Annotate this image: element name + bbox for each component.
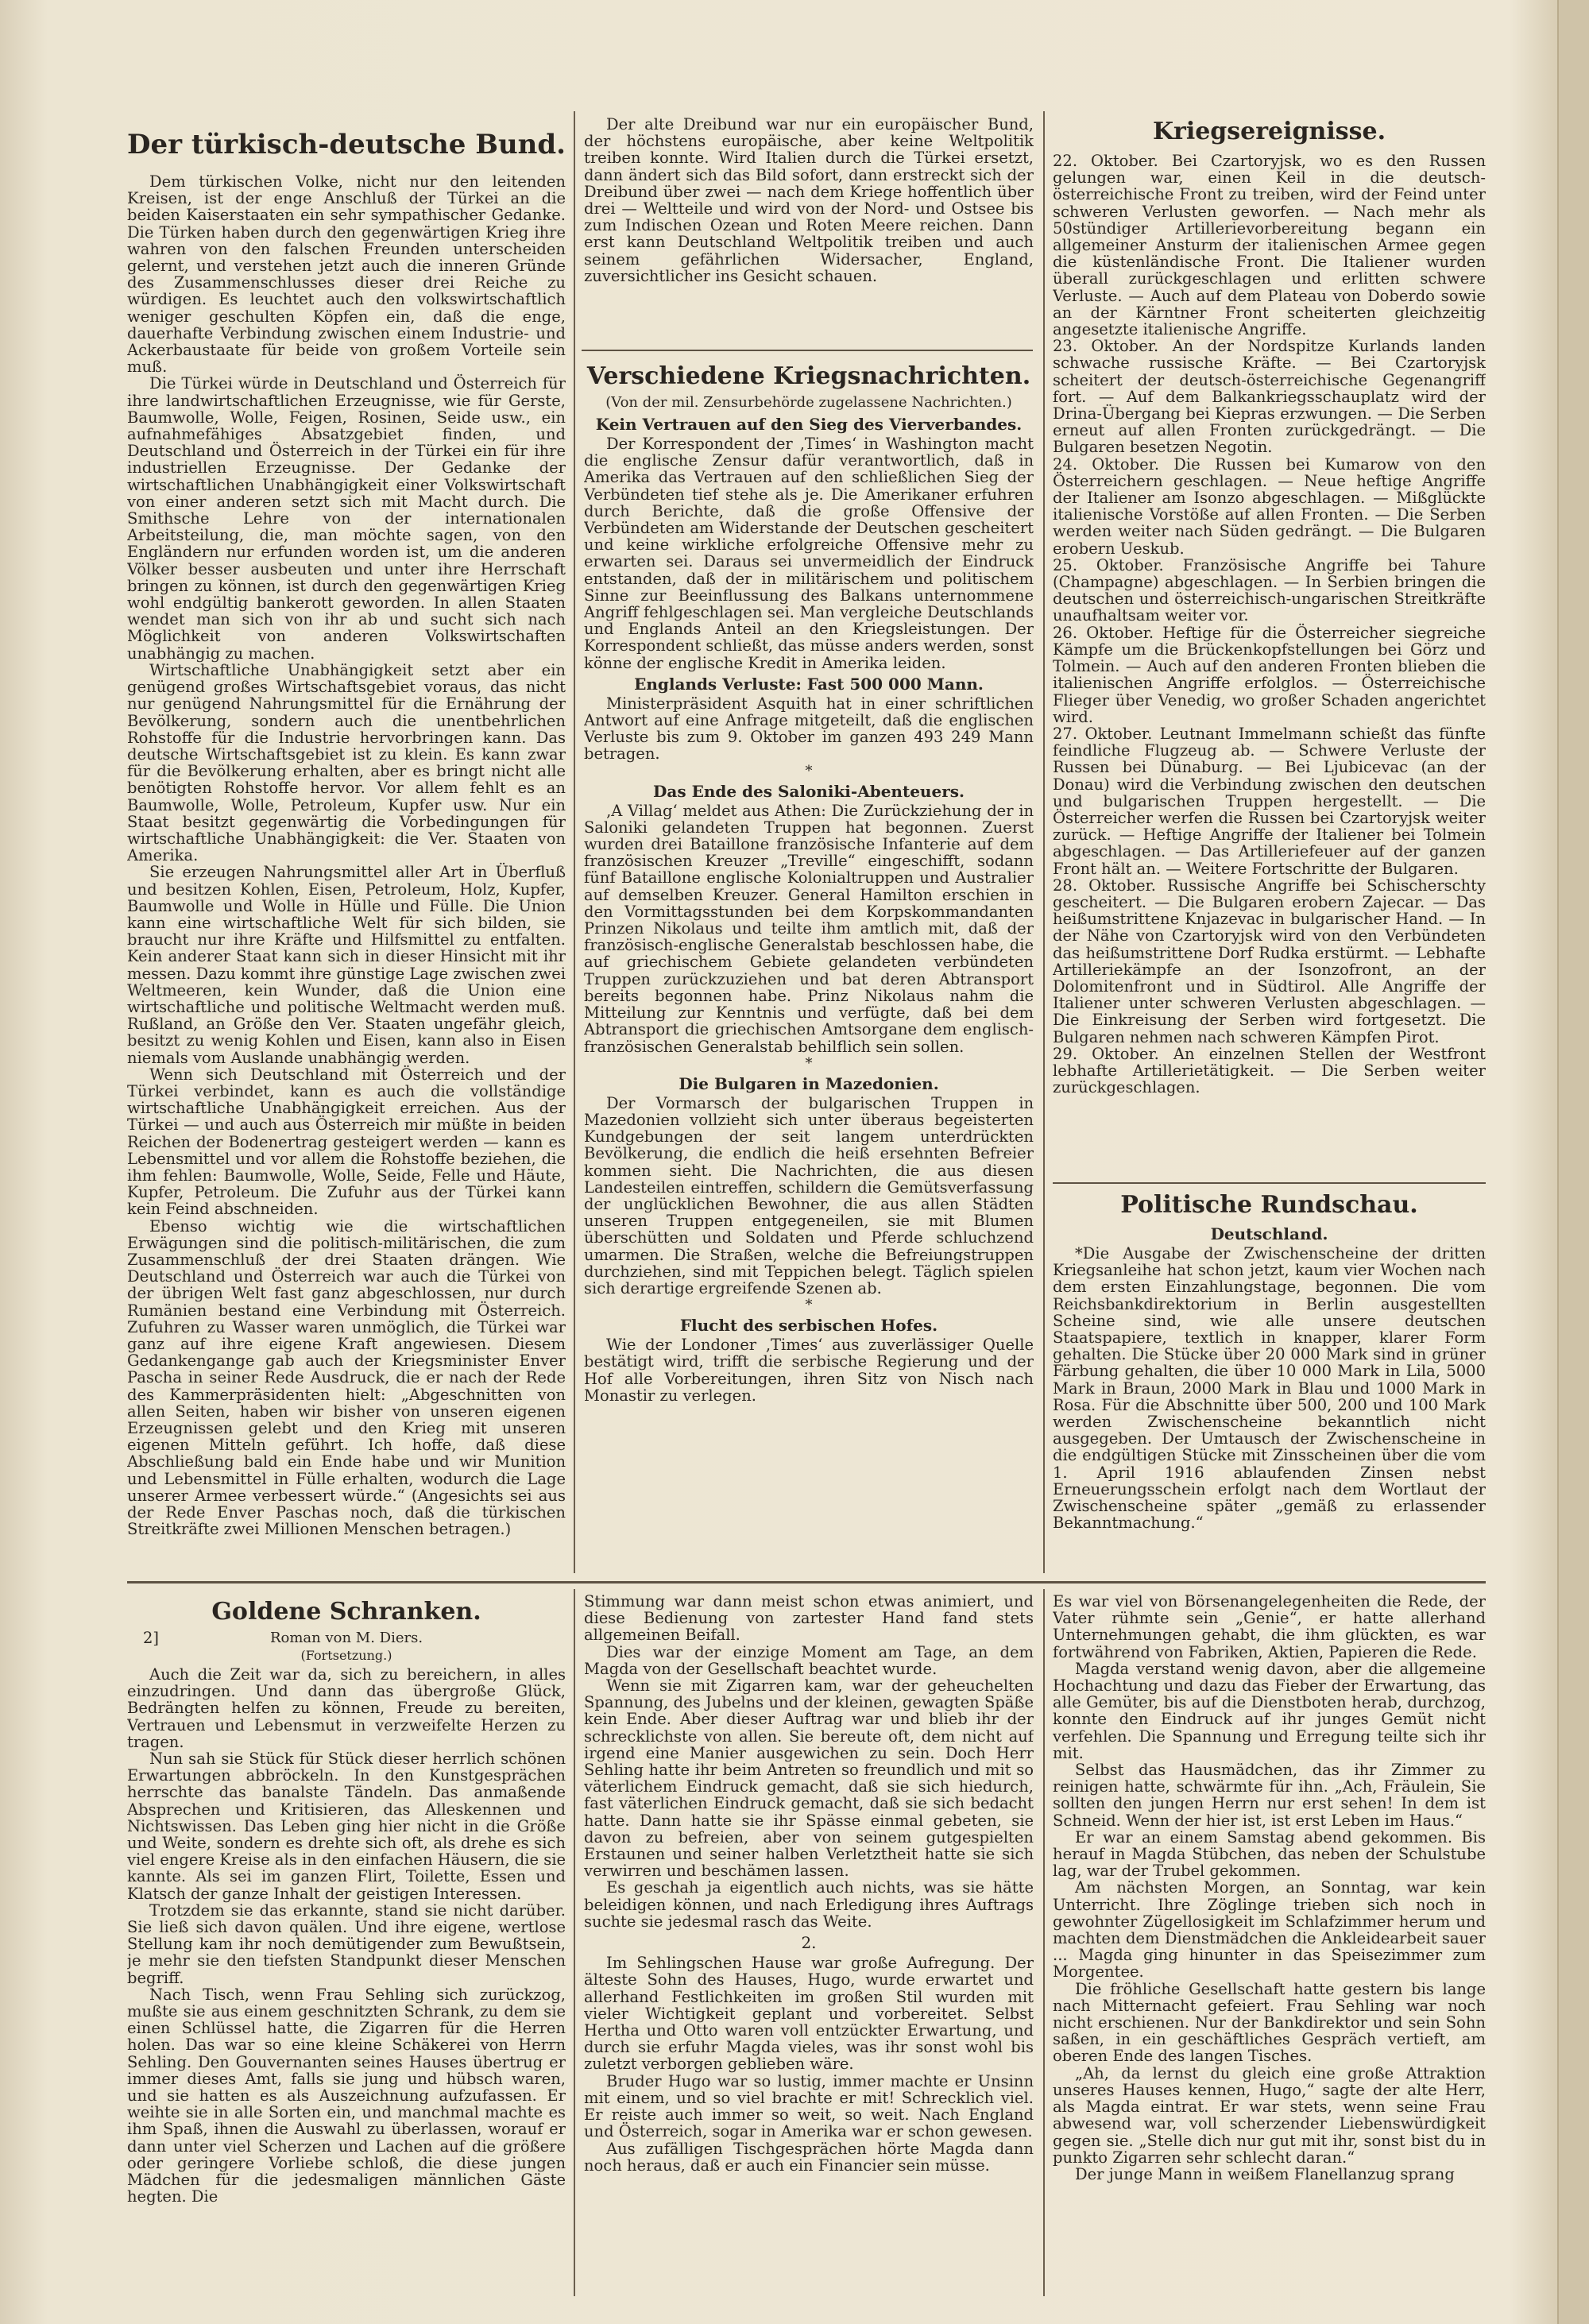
entry-text: An einzelnen Stellen der Westfront lebhafte Artillerietätigkeit. — Die Serben weiter zurückgeschlagen.: [1053, 1044, 1486, 1097]
paragraph: ‚A Villag‘ meldet aus Athen: Die Zurückziehung der in Saloniki gelandeten Truppen hat begonnen. Zuerst wurden drei Bataillone französische Infanterie auf dem französischen Kreuzer „Treville“ eingeschifft, sodann fünf Bataillone englische Kolonialtruppen und Australier auf demselben Kreuzer. General Hamilton erschien in den Vormittagsstunden bei dem Korpskommandanten Prinzen Nikolaus und teilte ihm amtlich mit, daß der französisch-englische Generalstab beschlossen habe, die auf griechischem Gebiete gelandeten verbündeten Truppen zurückzuziehen und bat deren Abtransport bereits begonnen habe. Prinz Nikolaus nahm die Mitteilung zur Kenntnis und verfügte, daß bei dem Abtransport die griechischen Amtsorgane dem englisch-französischen Generalstab behilflich sein sollen.: [584, 801, 1034, 1056]
separator-asterisk: *: [805, 762, 813, 779]
entry-text: Bei Czartoryjsk, wo es den Russen gelungen war, einen Keil in die deutsch-österreichische Front zu treiben, wird der Feind unter schweren Verlusten geworfen. — Nach mehr als 50stündiger Artillerievorbereitung begann ein allgemeiner Ansturm der italienischen Armee gegen die küstenländische Front. Die Italiener wurden überall zurückgeschlagen und erlitten schwere Verluste. — Auch auf dem Plateau von Doberdo sowie an der Kärntner Front scheiterten gleichzeitig angesetzte italienische Angriffe.: [1053, 152, 1486, 339]
entry-date: 26. Oktober.: [1053, 623, 1154, 642]
paragraph: Die Türkei würde in Deutschland und Österreich für ihre landwirtschaftlichen Erzeugnisse, wie für Gerste, Baumwolle, Wolle, Feigen, Rosinen, Seide usw., ein aufnahmefähiges Absatzgebiet finden, und Deutschland und Österreich in der Türkei ein für ihre industriellen Erzeugnisse. Der Gedanke der wirtschaftlichen Unabhängigkeit einer Volkswirtschaft von einer anderen setzt sich mit Macht durch. Die Smithsche Lehre von der internationalen Arbeitsteilung, die, man möchte sagen, von den Engländern nur erfunden worden ist, um die anderen Völker besser ausbeuten und unter ihre Herrschaft bringen zu können, ist durch den gegenwärtigen Krieg wohl endgültig bankerott geworden. In allen Staaten wendet man sich von ihr ab und sucht sich nach Möglichkeit von anderen Volkswirtschaften unabhängig zu machen.: [127, 374, 566, 663]
paragraph: Bruder Hugo war so lustig, immer machte er Unsinn mit einem, und so viel brachte er mit! Schrecklich viel. Er reiste auch immer so weit, so weit. Nach England und Österreich, sogar in Amerika war er schon gewesen.: [584, 2071, 1034, 2141]
paragraph: Es war viel von Börsenangelegenheiten die Rede, der Vater rühmte sein „Genie“, er hatte allerhand Unternehmungen gehabt, die ihm glückten, es war fortwährend von Fabriken, Aktien, Papieren die Rede.: [1053, 1593, 1486, 1661]
paragraph: Dem türkischen Volke, nicht nur den leitenden Kreisen, ist der enge Anschluß der Türkei an die beiden Kaiserstaaten ein sehr sympathischer Gedanke. Die Türken haben durch den gegenwärtigen Krieg ihre wahren von den falschen Freunden unterscheiden gelernt, und verstehen jetzt auch die inneren Gründe des Zusammenschlusses dieser drei Reiche zu würdigen. Es leuchtet auch den volkswirtschaftlich weniger geschulten Köpfen ein, daß die enge, dauerhafte Verbindung zwischen einem Industrie- und Ackerbaustaate für beide von großem Vorteile sein muß.: [127, 172, 566, 377]
paragraph: Wenn sich Deutschland mit Österreich und der Türkei verbindet, kann es auch die vollständige wirtschaftliche Unabhängigkeit erreichen. Aus der Türkei — und auch aus Österreich mir müßte in beiden Reichen der Bodenertrag gesteigert werden — kann es Lebensmittel und vor allem die Rohstoffe beziehen, die ihm fehlen: Baumwolle, Wolle, Seide, Felle und Häute, Kupfer, Petroleum. Die Zufuhr aus der Türkei kann kein Feind abschneiden.: [127, 1065, 566, 1219]
paragraph: Der Vormarsch der bulgarischen Truppen in Mazedonien vollzieht sich unter überaus begeisterten Kundgebungen der seit langem unterdrückten Bevölkerung, die endlich die heiß ersehnten Befreier kommen sieht. Die Nachrichten, die aus diesen Landesteilen eintreffen, schildern die Gemütsverfassung der unglücklichen Bewohner, die aus allen Städten unseren Truppen entgegeneilen, sie mit Blumen überschütten und Soldaten und Pferde schluchzend umarmen. Die Straßen, welche die Befreiungstruppen durchziehen, sind mit Teppichen belegt. Täglich spielen sich derartige ergreifende Szenen ab.: [584, 1093, 1034, 1297]
column-rule: [1043, 1589, 1045, 2296]
entry: [1053, 625, 1486, 725]
article-title: Verschiedene Kriegsnachrichten.: [586, 362, 1031, 390]
entry-text: Heftige für die Österreicher siegreiche Kämpfe um die Brückenkopfstellungen bei Görz und Tolmein. — Auch auf den anderen Fronten blieben die italienischen Angriffe erfolglos. — Österreichische Flieger über Venedig, wo großer Schaden angerichtet wird.: [1053, 623, 1486, 726]
novel-title: Goldene Schranken.: [211, 1598, 481, 1626]
paragraph: Die fröhliche Gesellschaft hatte gestern bis lange nach Mitternacht gefeiert. Frau Sehling war noch nicht erschienen. Nur der Bankdirektor und sein Sohn saßen, in ein geschäftliches Gespräch vertieft, am oberen Ende des langen Tisches.: [1053, 1979, 1486, 2066]
separator-asterisk: *: [805, 1054, 813, 1072]
paragraph: Sie erzeugen Nahrungsmittel aller Art in Überfluß und besitzen Kohlen, Eisen, Petroleum, Holz, Kupfer, Baumwolle und Wolle in Hülle und Fülle. Die Union kann eine wirtschaftliche Welt für sich bilden, sie braucht nur ihre Kräfte und Hilfsmittel zu entfalten. Kein anderer Staat kann sich in dieser Hinsicht mit ihr messen. Dazu kommt ihre günstige Lage zwischen zwei Weltmeeren, kein Wunder, daß die Union eine wirtschaftliche und politische Weltmacht werden muß. Rußland, an Größe den Ver. Staaten ungefähr gleich, besitzt zu wenig Kohlen und Eisen, kann also in Eisen niemals vom Auslande unabhängig werden.: [127, 863, 566, 1067]
novel-continuation-note: (Fortsetzung.): [300, 1648, 392, 1663]
paragraph: Nun sah sie Stück für Stück dieser herrlich schönen Erwartungen abbröckeln. In den Kunstgesprächen herrschte das banalste Tändeln. Das anmaßende Absprechen und Kritisieren, das Alleskennen und Nichtswissen. Das Leben ging hier nicht in die Größe und Weite, sondern es drehte sich oft, als drehe es sich viel engere Kreise als in den einfachen Häusern, die sie kannte. Als sei im ganzen Flirt, Toilette, Essen und Klatsch der ganze Inhalt der geistigen Interessen.: [127, 1750, 566, 1903]
section-heading: Das Ende des Saloniki-Abenteuers.: [653, 781, 965, 801]
article-title: Kriegsereignisse.: [1152, 118, 1386, 145]
paragraph: Stimmung war dann meist schon etwas animiert, und diese Bedienung von zartester Hand fand stets allgemeinen Beifall.: [584, 1593, 1034, 1645]
entry-text: Die Russen bei Kumarow von den Österreichern geschlagen. — Neue heftige Angriffe der Italiener am Isonzo abgeschlagen. — Mißglückte italienische Vorstöße auf allen Fronten. — Die Serben werden weiter nach Süden gedrängt. — Die Bulgaren erobern Ueskub.: [1053, 454, 1486, 558]
paragraph: Der alte Dreibund war nur ein europäischer Bund, der höchstens europäische, aber keine Weltpolitik treiben konnte. Wird Italien durch die Türkei ersetzt, dann ändert sich das Bild sofort, dann erstreckt sich der Dreibund über zwei — nach dem Kriege hoffentlich über drei — Weltteile und wird von der Nord- und Ostsee bis zum Indischen Ozean und Roten Meere reichen. Dann erst kann Deutschland Weltpolitik treiben und auch seinem gefährlichen Widersacher, England, zuversichtlicher ins Gesicht schauen.: [584, 116, 1034, 285]
novel-column-2: [584, 1593, 1034, 2300]
paragraph: „Ah, da lernst du gleich eine große Attraktion unseres Hauses kennen, Hugo,“ sagte der alte Herr, als Magda eintrat. Er war stets, wenn seine Frau abwesend war, voll scherzender Liebenswürdigkeit gegen sie. „Stelle dich nur gut mit ihr, sonst bist du in punkto Zigarren sehr schlecht daran.“: [1053, 2063, 1486, 2167]
article-tuerkisch-deutscher-bund-continued: [584, 116, 1034, 348]
entry: [1053, 877, 1486, 1046]
section-heading: Kein Vertrauen auf den Sieg des Vierverbandes.: [595, 415, 1023, 434]
paragraph: Wirtschaftliche Unabhängigkeit setzt aber ein genügend großes Wirtschaftsgebiet voraus, das nicht nur genügend Nahrungsmittel für die Ernährung der Bevölkerung, sondern auch die unentbehrlichen Rohstoffe für die Industrie hervorbringen kann. Das deutsche Wirtschaftsgebiet ist zu klein. Es kann zwar für die Bevölkerung erhalten, aber es bringt nicht alle benötigten Rohstoffe hervor. Vor allem fehlt es an Baumwolle, Wolle, Petroleum, Kupfer usw. Nur ein Staat besitzt gegenwärtig die Vorbedingungen für wirtschaftliche Unabhängigkeit: die Ver. Staaten von Amerika.: [127, 660, 566, 865]
paragraph: Der Korrespondent der ‚Times‘ in Washington macht die englische Zensur dafür verantwortlich, daß in Amerika das Vertrauen auf den schließlichen Sieg der Verbündeten tief stehe als je. Die Amerikaner erfuhren durch Berichte, daß die große Offensive der Verbündeten am Widerstande der Deutschen gescheitert und keine wirkliche erfolgreiche Offensive mehr zu erwarten sei. Daraus sei unvermeidlich der Eindruck entstanden, daß der in militärischem und politischem Sinne zur Beeinflussung des Balkans unternommene Angriff fehlgeschlagen sei. Man vergleiche Deutschlands und Englands Anteil an den Kriegsleistungen. Der Korrespondent schließt, das müsse anders werden, sonst könne der englische Kredit in Amerika leiden.: [584, 435, 1034, 672]
column-rule: [1043, 111, 1045, 1573]
entry-date: 29. Oktober.: [1053, 1044, 1159, 1063]
paragraph: Selbst das Hausmädchen, das ihr Zimmer zu reinigen hatte, schwärmte für ihn. „Ach, Fräulein, Sie sollten den jungen Herrn nur erst sehen! In dem ist Schneid. Wenn der hier ist, ist erst Leben im Haus.“: [1053, 1761, 1486, 1830]
paragraph: Wenn sie mit Zigarren kam, war der geheuchelten Spannung, des Jubelns und der kleinen, gewagten Späße kein Ende. Aber dieser Auftrag war und blieb ihr der schrecklichste von allen. Sie bereute oft, dem nicht auf irgend eine Manier ausgewichen zu sein. Doch Herr Sehling hatte ihr beim Antreten so freundlich und mit so väterlichem Eindruck gemacht, daß sie sich hiedurch, fast väterlichen Eindruck gemacht, daß sie sich bedacht hatte. Dann hatte sie ihr Spässe einmal gebeten, sie davon zu befreien, aber von seinem gutgespielten Erstaunen und seiner halben Verletztheit hatte sie sich verwirren und beschämen lassen.: [584, 1676, 1034, 1881]
separator-asterisk: *: [805, 1297, 813, 1314]
paragraph: Der junge Mann in weißem Flanellanzug sprang: [1075, 2164, 1455, 2183]
paragraph: Ministerpräsident Asquith hat in einer schriftlichen Antwort auf eine Anfrage mitgeteilt, daß die englischen Verluste bis zum 9. Oktober im ganzen 493 249 Mann betragen.: [584, 694, 1034, 764]
entry-date: 28. Oktober.: [1053, 876, 1156, 895]
paragraph: Trotzdem sie das erkannte, stand sie nicht darüber. Sie ließ sich davon quälen. Und ihre eigene, wertlose Stellung kam ihr noch demütigender zum Bewußtsein, je mehr sie den tiefsten Standpunkt dieser Menschen begriff.: [127, 1901, 566, 1987]
article-kriegsereignisse: [1053, 111, 1486, 1180]
paragraph: Aus zufälligen Tischgesprächen hörte Magda dann noch heraus, daß er auch ein Financier sein müsse.: [584, 2139, 1034, 2175]
section-heading: Flucht des serbischen Hofes.: [679, 1316, 938, 1336]
novel-byline: [127, 1630, 566, 1647]
paragraph: Er war an einem Samstag abend gekommen. Bis herauf in Magda Stübchen, das neben der Schulstube lag, war der Trubel gekommen.: [1053, 1827, 1486, 1881]
section-heading: Die Bulgaren in Mazedonien.: [679, 1073, 939, 1093]
entry: [1053, 557, 1486, 625]
entry-date: 22. Oktober.: [1053, 152, 1158, 170]
entry: [1053, 153, 1486, 338]
paragraph: Wie der Londoner ‚Times‘ aus zuverlässiger Quelle bestätigt wird, trifft die serbische Regierung und der Hof alle Vorbereitungen, ihren Sitz von Nisch nach Monastir zu verlegen.: [584, 1336, 1034, 1405]
section-heading: Deutschland.: [1210, 1224, 1328, 1243]
article-kriegsnachrichten: [584, 356, 1034, 1578]
article-title: Der türkisch-deutsche Bund.: [127, 129, 566, 160]
paragraph: Es geschah ja eigentlich auch nichts, was sie hätte beleidigen können, und nach Erledigung ihres Auftrags suchte sie jedesmal rasch das Weite.: [584, 1878, 1034, 1931]
novel-installment-number: 2]: [143, 1629, 160, 1647]
article-title: Politische Rundschau.: [1120, 1191, 1418, 1219]
page-edge: [1557, 0, 1589, 2324]
novel-column-3: [1053, 1593, 1486, 2300]
novel-column-1: [127, 1593, 566, 2300]
paragraph: Nach Tisch, wenn Frau Sehling sich zurückzog, mußte sie aus einem geschnitzten Schrank, zu dem sie einen Schlüssel hatte, die Zigarren für die Herren holen. Das war so eine kleine Schäkerei von Herrn Sehling. Den Gouvernanten seines Hauses übertrug er immer dieses Amt, falls sie jung und hübsch waren, und sie hatten es als Auszeichnung aufzufassen. Er weihte sie in alle Sorten ein, und manchmal machte es ihm Spaß, ihnen die Auswahl zu überlassen, worauf er dann unter viel Scherzen und Lachen auf die größere oder geringere Vorliebe schloß, die diese jungen Mädchen für die jedesmaligen männlichen Gäste hegten. Die: [127, 1985, 566, 2206]
column-rule: [574, 111, 575, 1573]
novel-author: Roman von M. Diers.: [269, 1630, 423, 1646]
paragraph: *Die Ausgabe der Zwischenscheine der dritten Kriegsanleihe hat schon jetzt, kaum vier Wochen nach dem ersten Einzahlungstage, begonnen. Die vom Reichsbankdirektorium in Berlin ausgestellten Scheine sind, wie alle unsere deutschen Staatspapiere, textlich in knapper, klarer Form gehalten. Die Stücke über 20 000 Mark sind in grüner Färbung gehalten, die über 10 000 Mark in Lila, 5000 Mark in Braun, 2000 Mark in Blau und 1000 Mark in Rosa. Für die Abschnitte über 500, 200 und 100 Mark werden Zwischenscheine bekanntlich nicht ausgegeben. Der Umtausch der Zwischenscheine in die endgültigen Stücke mit Zinsscheinen über die vom 1. April 1916 ablaufenden Zinsen nebst Erneuerungsschein erfolgt nach dem Wortlaut der Zwischenscheine später „gemäß zu erlassender Bekanntmachung.“: [1053, 1244, 1486, 1533]
entry-text: Französische Angriffe bei Tahure (Champagne) abgeschlagen. — In Serbien bringen die deutschen und österreichisch-ungarischen Streitkräfte unaufhaltsam weiter vor.: [1053, 555, 1486, 625]
section-rule: [1053, 1182, 1486, 1184]
section-rule: [582, 350, 1033, 351]
section-heading: Englands Verluste: Fast 500 000 Mann.: [634, 674, 984, 694]
entry-date: 23. Oktober.: [1053, 337, 1159, 356]
paragraph: Ebenso wichtig wie die wirtschaftlichen Erwägungen sind die politisch-militärischen, die zum Zusammenschluß der drei Staaten drängen. Wie Deutschland und Österreich war auch die Türkei von der übrigen Welt fast ganz abgeschlossen, nur durch Rumänien bestand eine Verbindung mit Österreich. Zufuhren zu Wasser waren unmöglich, die Türkei war ganz auf ihre eigene Kraft angewiesen. Diesem Gedankengange gab auch der Kriegsminister Enver Pascha in seiner Rede Ausdruck, die er nach der Rede des Kammerpräsidenten hielt: „Abgeschnitten von allen Seiten, haben wir bisher von unseren eigenen Erzeugnissen gelebt und den Krieg mit unseren eigenen Mitteln geführt. Ich hoffe, daß diese Abschließung bald ein Ende habe und wir Munition und Lebensmittel in Fülle erhalten, wodurch die Lage unserer Armee verbessert würde.“ (Angesichts sei aus der Rede Enver Paschas noch, daß die türkischen Streitkräfte zwei Millionen Menschen betragen.): [127, 1216, 566, 1539]
entry-text: An der Nordspitze Kurlands landen schwache russische Kräfte. — Bei Czartoryjsk scheitert der deutsch-österreichische Gegenangriff fort. — Auf dem Balkankriegsschauplatz wird der Drina-Übergang bei Kiepras erzwungen. — Die Serben erneut auf allen Fronten zurückgedrängt. — Die Bulgaren besetzen Negotin.: [1053, 337, 1486, 457]
entry-date: 27. Oktober.: [1053, 724, 1153, 743]
chapter-number: 2.: [801, 1933, 817, 1953]
entry-text: Leutnant Immelmann schießt das fünfte feindliche Flugzeug ab. — Schwere Verluste der Russen bei Dünaburg. — Bei Ljubicevac (an der Donau) wird die Verbindung zwischen den deutschen und bulgarischen Truppen hergestellt. — Die Österreicher werfen die Russen bei Czartoryjsk weiter zurück. — Heftige Angriffe der Italiener bei Tolmein abgeschlagen. — Das Artilleriefeuer auf der ganzen Front hält an. — Weitere Fortschritte der Bulgaren.: [1053, 724, 1486, 878]
paragraph: Im Sehlingschen Hause war große Aufregung. Der älteste Sohn des Hauses, Hugo, wurde erwartet und allerhand Festlichkeiten im großen Stil wurden mit vieler Wichtigkeit geplant und vorbereitet. Selbst Hertha und Otto waren voll entzückter Erwartung, und durch sie erfuhr Magda vieles, was ihr sonst wohl bis zuletzt verborgen geblieben wäre.: [584, 1954, 1034, 2074]
entry: [1053, 1046, 1486, 1096]
paragraph: Dies war der einzige Moment am Tage, an dem Magda von der Gesellschaft beachtet wurde.: [584, 1642, 1034, 1678]
entry: [1053, 725, 1486, 877]
entry: [1053, 456, 1486, 557]
paragraph: Auch die Zeit war da, sich zu bereichern, in alles einzudringen. Und dann das übergroße Glück, Bedrängten helfen zu können, Freude zu bereiten, Vertrauen und Lebensmut in verzweifelte Herzen zu tragen.: [127, 1665, 566, 1751]
article-subtitle: (Von der mil. Zensurbehörde zugelassene Nachrichten.): [605, 394, 1012, 411]
paragraph: Am nächsten Morgen, an Sonntag, war kein Unterricht. Ihre Zöglinge trieben sich noch in gewohnter Zügellosigkeit im Schlafzimmer herum und machten dem Dienstmädchen die Ankleidearbeit sauer ... Magda ging hinunter in das Speisezimmer zum Morgentee.: [1053, 1878, 1486, 1982]
entry: [1053, 338, 1486, 455]
entry-date: 25. Oktober.: [1053, 555, 1164, 574]
entry-text: Russische Angriffe bei Schischerschty gescheitert. — Die Bulgaren erobern Zajecar. — Das heißumstrittene Knjazevac in bulgarischer Hand. — In der Nähe von Czartoryjsk wird von den Verbündeten das heißumstrittene Dorf Rudka erstürmt. — Lebhafte Artilleriekämpfe an der Isonzofront, an der Dolomitenfront und in Südtirol. Alle Angriffe der Italiener unter schweren Verlusten abgeschlagen. — Die Einkreisung der Serben wird fortgesetzt. Die Bulgaren nehmen nach schweren Kämpfen Pirot.: [1053, 876, 1486, 1046]
paragraph: Magda verstand wenig davon, aber die allgemeine Hochachtung und dazu das Fieber der Erwartung, das alle Gemüter, bis auf die Dienstboten herab, durchzog, konnte den Eindruck auf ihr junges Gemüt nicht verfehlen. Die Spannung und Erregung teilte sich ihr mit.: [1053, 1659, 1486, 1762]
column-rule: [574, 1589, 575, 2296]
entry-date: 24. Oktober.: [1053, 454, 1160, 474]
section-rule: [127, 1581, 1486, 1583]
article-tuerkisch-deutscher-bund: [127, 119, 566, 1577]
article-politische-rundschau: [1053, 1188, 1486, 1577]
